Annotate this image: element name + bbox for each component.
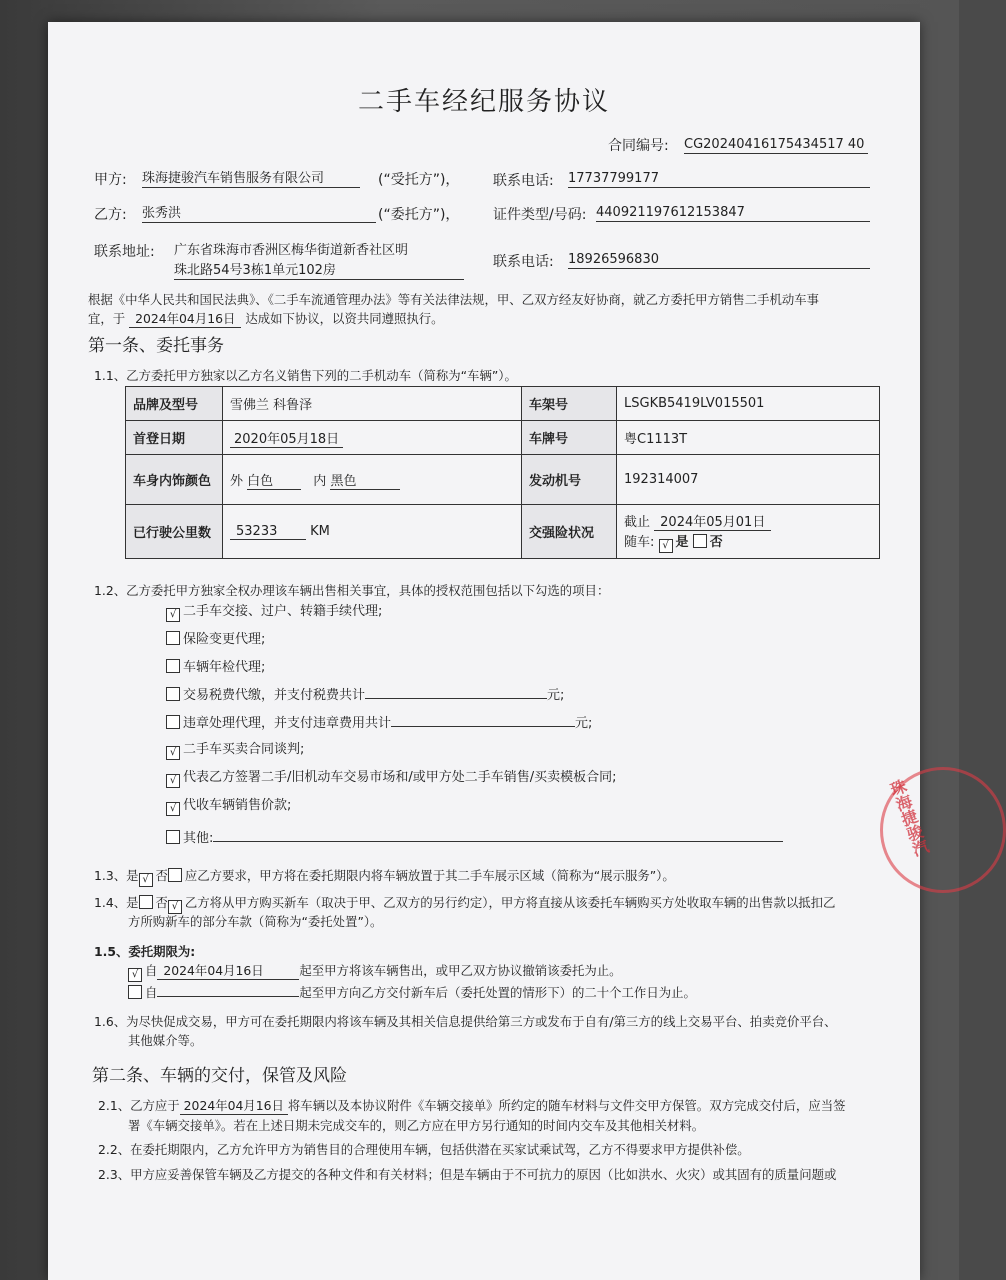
party-b-address-line1: 广东省珠海市香洲区梅华街道新香社区明	[174, 243, 409, 258]
insurance-onboard-label: 随车:	[624, 534, 655, 550]
clause-2-1	[98, 1098, 846, 1115]
term-option-2-blank	[157, 984, 299, 997]
vin-key: 车架号	[522, 387, 617, 421]
color-out-label: 外	[230, 473, 244, 489]
scope-item-8-checkbox[interactable]: √	[166, 802, 180, 816]
vehicle-table	[125, 386, 880, 559]
insurance-key: 交强险状况	[522, 505, 617, 559]
term-option-2-text: 起至甲方向乙方交付新车后（委托处置的情形下）的二十个工作日为止。	[299, 985, 696, 1000]
party-b-phone-label: 联系电话:	[493, 254, 554, 270]
party-a-phone: 17737799177	[568, 171, 870, 188]
scope-item-9	[166, 829, 783, 847]
clause-2-1-cont: 署《车辆交接单》。若在上述日期未完成交车的，则乙方应在甲方另行通知的时间内交车及其他相关材料。	[128, 1118, 705, 1133]
scope-item-1-checkbox[interactable]: √	[166, 608, 180, 622]
mileage-key: 已行驶公里数	[126, 505, 223, 559]
clause-1-4-no-checkbox[interactable]: √	[168, 900, 182, 914]
insurance-line2	[624, 531, 872, 553]
party-a-label: 甲方:	[94, 172, 127, 188]
clause-1-4-yes-checkbox[interactable]	[139, 895, 153, 909]
tax-amount-blank	[365, 686, 547, 699]
insurance-until-label: 截止	[624, 514, 651, 530]
delivery-date: 2024年04月16日	[180, 1098, 288, 1115]
color-in-value: 黑色	[330, 470, 400, 490]
scope-item-5-label: 违章处理代理，并支付违章费用共计	[183, 716, 392, 731]
table-row	[126, 455, 880, 505]
term-start-date: 2024年04月16日	[157, 963, 299, 980]
color-out-value: 白色	[247, 470, 301, 490]
scope-item-4-label: 交易税费代缴，并支付税费共计	[183, 688, 366, 703]
scope-item-6	[166, 742, 304, 760]
reg-date-cell	[223, 421, 522, 455]
term-option-1	[128, 963, 622, 982]
plate-value: 粤C1113T	[617, 421, 880, 455]
scope-item-4	[166, 686, 564, 704]
scope-item-2-label: 保险变更代理;	[183, 632, 266, 647]
reg-date-value: 2020年05月18日	[230, 428, 343, 448]
scope-item-8	[166, 798, 291, 816]
term-option-2	[128, 984, 696, 1001]
clause-1-3-text: 应乙方要求，甲方将在委托期限内将车辆放置于其二手车展示区域（简称为“展示服务”）。	[184, 868, 675, 883]
clause-1-4	[94, 895, 835, 914]
brand-key: 品牌及型号	[126, 387, 223, 421]
clause-1-4-text: 乙方将从甲方购买新车（取决于甲、乙双方的另行约定），甲方将直接从该委托车辆购买方处收取车辆的出售款以抵扣乙	[184, 895, 836, 910]
clause-2-3: 2.3、甲方应妥善保管车辆及乙方提交的各种文件和有关材料；但是车辆由于不可抗力的原因（比如洪水、火灾）或其固有的质量问题或	[98, 1167, 837, 1182]
page-title: 二手车经纪服务协议	[358, 87, 611, 117]
scope-item-3	[166, 659, 265, 676]
scope-item-1	[166, 604, 382, 622]
scope-item-9-checkbox[interactable]	[166, 830, 180, 844]
intro-line2-start: 宜，于	[88, 311, 126, 326]
clause-2-1-text: 将车辆以及本协议附件《车辆交接单》所约定的随车材料与文件交甲方保管。双方完成交付后，应当签	[287, 1098, 846, 1113]
table-row	[126, 505, 880, 559]
mileage-unit: KM	[310, 523, 330, 539]
clause-1-3-no-label: 否	[155, 868, 168, 883]
insurance-no-checkbox[interactable]	[693, 534, 707, 548]
article-1-title: 第一条、委托事务	[88, 336, 224, 356]
clause-1-5-title: 1.5、委托期限为:	[94, 944, 196, 959]
plate-key: 车牌号	[522, 421, 617, 455]
term-option-1-text: 起至甲方将该车辆售出，或甲乙双方协议撤销该委托为止。	[299, 963, 622, 978]
other-blank	[213, 829, 783, 842]
clause-1-1: 1.1、乙方委托甲方独家以乙方名义销售下列的二手机动车（简称为“车辆”）。	[94, 368, 517, 383]
party-a-name: 珠海捷骏汽车销售服务有限公司	[142, 171, 360, 188]
engine-key: 发动机号	[522, 455, 617, 505]
violation-amount-blank	[391, 714, 575, 727]
scope-item-2-checkbox[interactable]	[166, 631, 180, 645]
table-row	[126, 421, 880, 455]
term-option-2-checkbox[interactable]	[128, 985, 142, 999]
intro-line2	[88, 311, 444, 328]
scope-item-1-label: 二手车交接、过户、转籍手续代理;	[183, 604, 383, 619]
party-b-address-label: 联系地址:	[94, 244, 155, 260]
insurance-line1	[624, 511, 872, 531]
clause-1-4-cont: 方所购新车的部分车款（简称为“委托处置”）。	[128, 914, 383, 929]
clause-2-2: 2.2、在委托期限内，乙方允许甲方为销售目的合理使用车辆，包括供潜在买家试乘试驾，乙方不得要求甲方提供补偿。	[98, 1142, 750, 1157]
clause-1-3-yes-checkbox[interactable]: √	[139, 873, 153, 887]
scope-item-6-checkbox[interactable]: √	[166, 746, 180, 760]
insurance-yes-label: 是	[675, 534, 689, 550]
vin-value: LSGKB5419LV015501	[617, 387, 880, 421]
scope-item-6-label: 二手车买卖合同谈判;	[183, 742, 305, 757]
engine-value: 192314007	[617, 455, 880, 505]
party-b-phone: 18926596830	[568, 252, 870, 269]
tax-yuan: 元;	[547, 688, 565, 703]
party-b-id: 440921197612153847	[596, 205, 870, 222]
scope-item-3-checkbox[interactable]	[166, 659, 180, 673]
party-b-address-line2: 珠北路54号3栋1单元102房	[174, 263, 464, 280]
party-b-name: 张秀洪	[142, 206, 376, 223]
intro-line2-end: 达成如下协议，以资共同遵照执行。	[245, 311, 444, 326]
term-option-1-checkbox[interactable]: √	[128, 968, 142, 982]
clause-1-6-cont: 其他媒介等。	[128, 1033, 203, 1048]
contract-number: CG20240416175434517 40	[684, 137, 868, 154]
color-cell	[223, 455, 522, 505]
clause-2-1-start: 2.1、乙方应于	[98, 1098, 180, 1113]
scope-item-8-label: 代收车辆销售价款;	[183, 798, 292, 813]
clause-1-3-yes-label: 1.3、是	[94, 868, 139, 883]
color-key: 车身内饰颜色	[126, 455, 223, 505]
insurance-date: 2024年05月01日	[654, 511, 771, 531]
scope-item-2	[166, 631, 265, 648]
clause-1-4-yes-label: 1.4、是	[94, 895, 139, 910]
party-b-role: (“委托方”)，	[378, 207, 460, 223]
scope-item-7	[166, 770, 617, 788]
scope-item-5	[166, 714, 592, 732]
article-2-title: 第二条、车辆的交付，保管及风险	[92, 1066, 347, 1086]
scope-item-3-label: 车辆年检代理;	[183, 660, 266, 675]
insurance-cell	[617, 505, 880, 559]
insurance-no-label: 否	[709, 534, 723, 550]
clause-1-2: 1.2、乙方委托甲方独家全权办理该车辆出售相关事宜，具体的授权范围包括以下勾选的项目：	[94, 583, 610, 598]
table-row	[126, 387, 880, 421]
party-b-label: 乙方:	[94, 207, 127, 223]
color-in-label: 内	[313, 473, 327, 489]
company-seal	[880, 767, 1006, 893]
seal-text: 珠海捷骏汽	[885, 777, 932, 859]
reg-date-key: 首登日期	[126, 421, 223, 455]
brand-value: 雪佛兰 科鲁泽	[223, 387, 522, 421]
mileage-cell	[223, 505, 522, 559]
clause-1-6: 1.6、为尽快促成交易，甲方可在委托期限内将该车辆及其相关信息提供给第三方或发布于自有/第三方的线上交易平台、拍卖竞价平台、	[94, 1014, 837, 1029]
intro-line1: 根据《中华人民共和国民法典》、《二手车流通管理办法》等有关法律法规，甲、乙双方经友好协商，就乙方委托甲方销售二手机动车事	[88, 292, 820, 307]
term-option-1-from: 自	[145, 963, 158, 978]
term-option-2-from: 自	[145, 985, 158, 1000]
party-b-id-label: 证件类型/号码:	[493, 207, 587, 223]
contract-page	[48, 22, 932, 1280]
clause-1-3	[94, 868, 675, 887]
scope-item-4-checkbox[interactable]	[166, 687, 180, 701]
scope-item-5-checkbox[interactable]	[166, 715, 180, 729]
agreement-date: 2024年04月16日	[129, 311, 241, 328]
insurance-yes-checkbox[interactable]: √	[659, 539, 673, 553]
scope-item-7-label: 代表乙方签署二手/旧机动车交易市场和/或甲方处二手车销售/买卖模板合同;	[183, 770, 617, 785]
scope-item-7-checkbox[interactable]: √	[166, 774, 180, 788]
party-a-phone-label: 联系电话:	[493, 173, 554, 189]
clause-1-3-no-checkbox[interactable]	[168, 868, 182, 882]
clause-1-4-no-label: 否	[155, 895, 168, 910]
mileage-value: 53233	[230, 524, 306, 540]
violation-yuan: 元;	[575, 716, 593, 731]
party-a-role: (“受托方”)，	[378, 172, 460, 188]
contract-number-label: 合同编号:	[608, 138, 669, 154]
scope-item-9-label: 其他:	[183, 831, 214, 846]
